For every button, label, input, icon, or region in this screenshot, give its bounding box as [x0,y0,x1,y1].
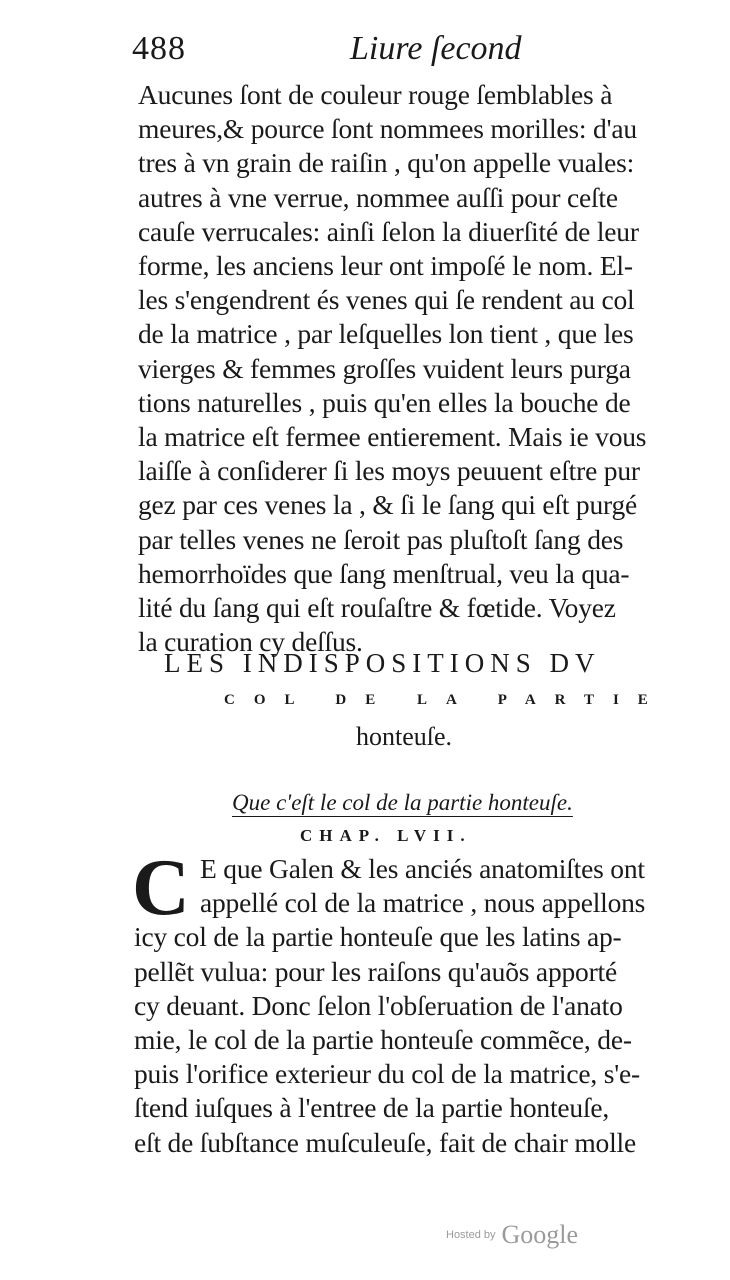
text-line: cauſe verrucales: ainſi ſelon la diuerſité de leur [138,215,639,247]
chapter-paragraph [132,844,710,1160]
text-line: lité du ſang qui eſt rouſaſtre & fœtide. Voyez [138,592,616,624]
text-line: Aucunes ſont de couleur rouge ſemblables à [138,79,613,110]
text-line: eſt de ſubſtance muſculeuſe, fait de chair molle [134,1126,636,1158]
body-paragraph [138,78,710,659]
drop-cap: C [132,844,190,932]
page-number: 488 [132,30,186,67]
text-line: autres à vne verrue, nommee auſſi pour ceſte [138,181,618,213]
watermark-small-text: Hosted by [446,1229,496,1241]
text-line: les s'engendrent és venes qui ſe rendent au col [138,284,635,316]
text-line: puis l'orifice exterieur du col de la matrice, s'e- [134,1058,640,1090]
text-line: meures,& pource ſont nommees morilles: d'au [138,113,637,145]
text-line: E que Galen & les anciés anatomiſtes ont [200,853,645,884]
text-line: hemorrhoïdes que ſang menſtrual, veu la qua- [138,557,630,589]
text-line: icy col de la partie honteuſe que les latins ap- [134,921,622,953]
text-line: gez par ces venes la , & ſi le ſang qui eſt purgé [138,489,638,521]
text-line: par telles venes ne ſeroit pas pluſtoſt ſang des [138,523,624,555]
text-line: tres à vn grain de raiſin , qu'on appelle vuales: [138,147,635,179]
text-line: ſtend iuſques à l'entree de la partie honteuſe, [134,1092,610,1124]
text-line: pellẽt vulua: pour les raiſons qu'auõs apporté [134,955,617,987]
text-line: cy deuant. Donc ſelon l'obſeruation de l'anato [134,989,623,1021]
text-line: appellé col de la matrice , nous appellons [200,887,646,919]
text-line: mie, le col de la partie honteuſe commẽce, de- [134,1024,632,1056]
running-title: Liure ſecond [350,30,522,67]
text-line: la matrice eſt fermee entierement. Mais ie vous [138,421,647,453]
section-heading-line-2: COL DE LA PARTIE [224,692,667,708]
page-header [132,30,692,76]
text-line: vierges & femmes groſſes vuident leurs purga [138,352,631,384]
text-line: tions naturelles , puis qu'en elles la bouche de [138,386,631,418]
text-line: laiſſe à conſiderer ſi les moys peuuent eſtre pur [138,455,640,487]
chapter-number: CHAP. LVII. [300,826,472,845]
section-heading-line-1: LES INDISPOSITIONS DV [164,648,601,678]
google-logo-text: Google [501,1220,579,1249]
hosted-by-google-watermark [446,1220,578,1250]
text-line: la curation cy deſſus. [138,626,363,658]
text-line: forme, les anciens leur ont impoſé le nom. El- [138,250,633,282]
section-heading-line-3: honteuſe. [356,722,453,751]
chapter-title: Que c'eſt le col de la partie honteuſe. [232,790,573,815]
text-line: de la matrice , par leſquelles lon tient , que les [138,318,634,350]
